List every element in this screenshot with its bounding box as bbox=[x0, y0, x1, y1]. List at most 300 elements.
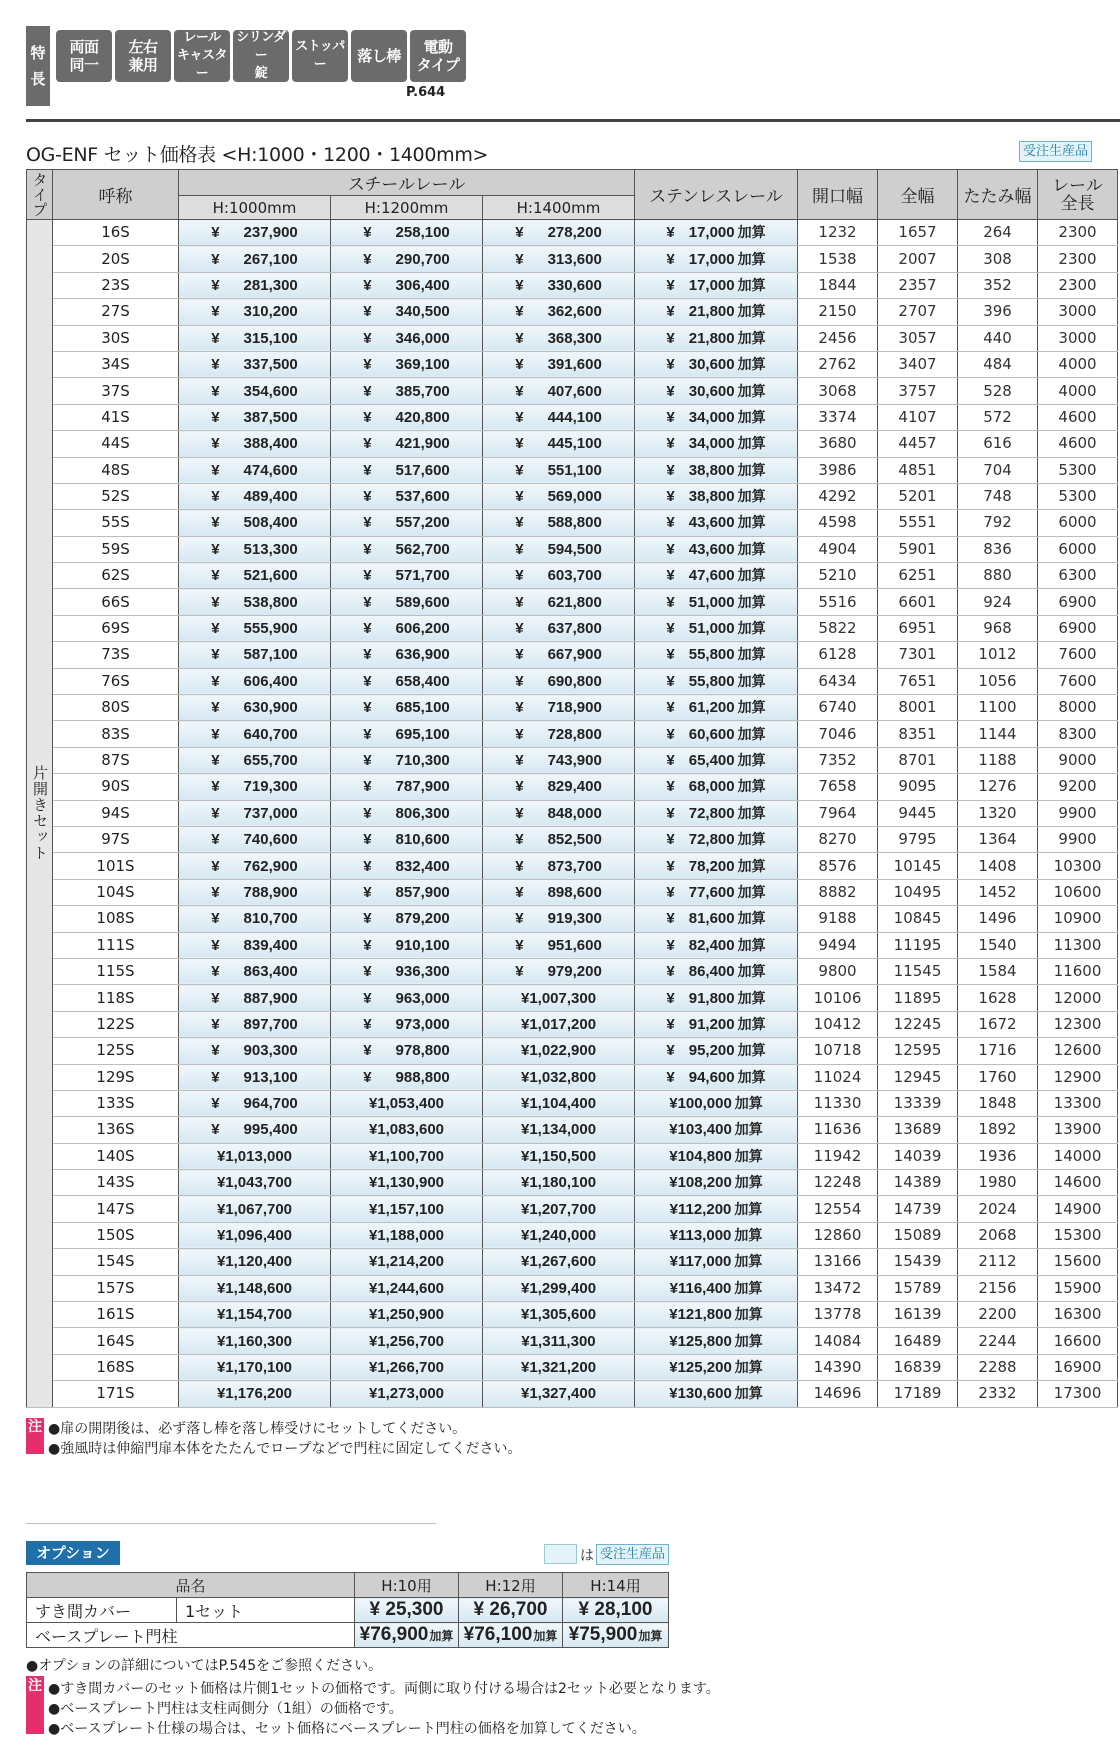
price-table-body bbox=[27, 220, 1118, 1408]
options-note-line: ●すき間カバーのセット価格は片側1セットの価格です。両側に取り付ける場合は2セット必要となります。 bbox=[48, 1681, 720, 1697]
add-label: 加算 bbox=[737, 540, 766, 557]
price-value: 740,600 bbox=[243, 831, 298, 849]
header-type: タイプ bbox=[27, 170, 53, 220]
add-label: 加算 bbox=[737, 1068, 766, 1085]
price-value: 695,100 bbox=[395, 725, 450, 743]
price-value: 667,900 bbox=[547, 646, 602, 664]
price-value: 1,013,000 bbox=[225, 1147, 293, 1165]
dimension-cell: 12245 bbox=[878, 1011, 958, 1037]
row-name: 76S bbox=[53, 668, 179, 694]
price-value: 1,299,400 bbox=[529, 1279, 597, 1297]
price-value: 445,100 bbox=[547, 435, 602, 453]
dimension-cell: 9900 bbox=[1038, 826, 1118, 852]
currency: ¥ bbox=[520, 1015, 530, 1033]
currency: ¥ bbox=[515, 224, 524, 242]
row-name: 129S bbox=[53, 1064, 179, 1090]
dimension-cell: 4000 bbox=[1038, 351, 1118, 377]
price-value: 788,900 bbox=[243, 883, 298, 901]
dimension-cell: 13300 bbox=[1038, 1090, 1118, 1116]
table-row bbox=[27, 299, 1118, 325]
currency: ¥ bbox=[515, 883, 524, 901]
price-cell bbox=[179, 695, 331, 721]
price-cell bbox=[179, 1011, 331, 1037]
currency: ¥ bbox=[666, 1015, 675, 1033]
price-cell bbox=[483, 1328, 635, 1354]
table-row bbox=[27, 510, 1118, 536]
price-cell bbox=[179, 457, 331, 483]
dimension-cell: 5201 bbox=[878, 483, 958, 509]
price-value: 1,154,700 bbox=[225, 1306, 293, 1324]
currency: ¥ bbox=[363, 910, 372, 928]
price-value: 47,600 bbox=[688, 567, 735, 585]
price-cell bbox=[331, 853, 483, 879]
price-cell bbox=[483, 589, 635, 615]
dimension-cell: 10600 bbox=[1038, 879, 1118, 905]
table-row bbox=[27, 404, 1118, 430]
dimension-cell: 616 bbox=[958, 431, 1038, 457]
table-row bbox=[27, 1328, 1118, 1354]
price-cell bbox=[331, 246, 483, 272]
price-value: 839,400 bbox=[243, 936, 298, 954]
dimension-cell: 1364 bbox=[958, 826, 1038, 852]
option-price-h12 bbox=[459, 1623, 563, 1648]
dimension-cell: 11636 bbox=[798, 1117, 878, 1143]
stainless-cell bbox=[635, 615, 798, 641]
dimension-cell: 10845 bbox=[878, 906, 958, 932]
price-value: 51,000 bbox=[688, 620, 735, 638]
price-value: 964,700 bbox=[243, 1095, 298, 1113]
dimension-cell: 2707 bbox=[878, 299, 958, 325]
price-cell bbox=[483, 378, 635, 404]
table-row bbox=[27, 695, 1118, 721]
price-value: 589,600 bbox=[395, 593, 450, 611]
table-row bbox=[27, 1038, 1118, 1064]
price-value: 388,400 bbox=[243, 435, 298, 453]
table-row bbox=[27, 774, 1118, 800]
stainless-cell bbox=[635, 1011, 798, 1037]
price-value: 588,800 bbox=[547, 514, 602, 532]
price-cell bbox=[331, 351, 483, 377]
dimension-cell: 12248 bbox=[798, 1170, 878, 1196]
price-value: 1,157,100 bbox=[377, 1200, 445, 1218]
option-name: すき間カバー bbox=[27, 1598, 177, 1623]
table-row bbox=[27, 1275, 1118, 1301]
stainless-cell bbox=[635, 351, 798, 377]
price-cell bbox=[483, 1275, 635, 1301]
dimension-cell: 9200 bbox=[1038, 774, 1118, 800]
currency: ¥ bbox=[515, 276, 524, 294]
price-cell bbox=[179, 299, 331, 325]
price-cell bbox=[483, 642, 635, 668]
type-label: 片開きセット bbox=[31, 765, 49, 862]
currency: ¥ bbox=[363, 1042, 372, 1060]
currency: ¥ bbox=[211, 1121, 220, 1139]
price-value: 973,000 bbox=[395, 1015, 450, 1033]
price-value: 60,600 bbox=[688, 725, 735, 743]
stainless-cell bbox=[635, 642, 798, 668]
price-cell bbox=[179, 404, 331, 430]
price-value: 43,600 bbox=[688, 514, 735, 532]
header-total: 全幅 bbox=[878, 170, 958, 220]
currency: ¥ bbox=[363, 699, 372, 717]
currency: ¥ bbox=[515, 540, 524, 558]
price-value: 913,100 bbox=[243, 1068, 298, 1086]
dimension-cell: 5300 bbox=[1038, 483, 1118, 509]
currency: ¥ bbox=[669, 1279, 678, 1297]
price-cell bbox=[179, 721, 331, 747]
price-cell bbox=[483, 457, 635, 483]
currency: ¥ bbox=[368, 1174, 378, 1192]
row-name: 154S bbox=[53, 1249, 179, 1275]
price-cell bbox=[179, 378, 331, 404]
price-value: 17,000 bbox=[688, 224, 735, 242]
order-color-swatch bbox=[544, 1544, 577, 1564]
currency: ¥ bbox=[211, 725, 220, 743]
price-cell bbox=[179, 826, 331, 852]
dimension-cell: 1232 bbox=[798, 220, 878, 246]
dimension-cell: 704 bbox=[958, 457, 1038, 483]
currency: ¥ bbox=[211, 831, 220, 849]
dimension-cell: 1538 bbox=[798, 246, 878, 272]
table-row bbox=[27, 1222, 1118, 1248]
dimension-cell: 12595 bbox=[878, 1038, 958, 1064]
price-value: 21,800 bbox=[688, 303, 735, 321]
dimension-cell: 2007 bbox=[878, 246, 958, 272]
currency: ¥ bbox=[515, 778, 524, 796]
dimension-cell: 2200 bbox=[958, 1302, 1038, 1328]
option-price-h10 bbox=[355, 1623, 459, 1648]
row-name: 108S bbox=[53, 906, 179, 932]
price-value: 887,900 bbox=[243, 989, 298, 1007]
dimension-cell: 3068 bbox=[798, 378, 878, 404]
note-line: ●強風時は伸縮門扉本体をたたんでロープなどで門柱に固定してください。 bbox=[48, 1441, 522, 1457]
add-label: 加算 bbox=[737, 1015, 766, 1032]
dimension-cell: 16839 bbox=[878, 1354, 958, 1380]
price-value: 313,600 bbox=[547, 250, 602, 268]
price-value: 1,180,100 bbox=[529, 1174, 597, 1192]
price-value: 538,800 bbox=[243, 593, 298, 611]
price-value: 1,176,200 bbox=[225, 1385, 293, 1403]
price-value: 43,600 bbox=[688, 540, 735, 558]
price-value: 919,300 bbox=[547, 910, 602, 928]
add-label: 加算 bbox=[737, 752, 766, 768]
price-cell bbox=[179, 325, 331, 351]
add-label: 加算 bbox=[737, 250, 766, 267]
price-value: 1,188,000 bbox=[377, 1227, 445, 1245]
currency: ¥ bbox=[363, 936, 372, 954]
price-value: 125,200 bbox=[677, 1358, 732, 1376]
feature-both-sides: 両面 同一 bbox=[56, 30, 112, 82]
currency: ¥ bbox=[211, 356, 220, 374]
currency: ¥ bbox=[363, 514, 372, 532]
price-value: 1,267,600 bbox=[529, 1253, 597, 1271]
dimension-cell: 2300 bbox=[1038, 246, 1118, 272]
header-steel: スチールレール bbox=[179, 170, 635, 196]
price-cell bbox=[331, 1011, 483, 1037]
price-cell bbox=[179, 906, 331, 932]
legend-wa: は bbox=[580, 1548, 594, 1564]
currency: ¥ bbox=[211, 382, 220, 400]
price-value: 72,800 bbox=[688, 831, 735, 849]
price-value: 65,400 bbox=[688, 752, 735, 769]
currency: ¥ bbox=[216, 1332, 226, 1350]
currency: ¥ bbox=[520, 1358, 530, 1376]
dimension-cell: 6740 bbox=[798, 695, 878, 721]
price-value: 72,800 bbox=[688, 804, 735, 822]
row-name: 30S bbox=[53, 325, 179, 351]
stainless-cell bbox=[635, 1143, 798, 1169]
add-label: 加算 bbox=[737, 435, 766, 452]
dimension-cell: 14000 bbox=[1038, 1143, 1118, 1169]
table-row bbox=[27, 1381, 1118, 1407]
price-value: 100,000 bbox=[677, 1095, 732, 1113]
price-value: 1,134,000 bbox=[529, 1121, 597, 1139]
price-cell bbox=[179, 1222, 331, 1248]
divider bbox=[26, 1523, 436, 1524]
dimension-cell: 968 bbox=[958, 615, 1038, 641]
price-cell bbox=[483, 299, 635, 325]
dimension-cell: 396 bbox=[958, 299, 1038, 325]
price-value: 1,120,400 bbox=[225, 1253, 293, 1271]
options-legend bbox=[580, 1545, 594, 1565]
price-cell bbox=[179, 774, 331, 800]
price-value: 290,700 bbox=[395, 250, 450, 268]
dimension-cell: 792 bbox=[958, 510, 1038, 536]
row-name: 73S bbox=[53, 642, 179, 668]
price-cell bbox=[179, 272, 331, 298]
row-name: 140S bbox=[53, 1143, 179, 1169]
price-cell bbox=[483, 1011, 635, 1037]
price-value: 362,600 bbox=[547, 303, 602, 321]
dimension-cell: 6900 bbox=[1038, 615, 1118, 641]
add-label: 加算 bbox=[734, 1279, 763, 1296]
price-value: 521,600 bbox=[243, 567, 298, 585]
price-cell bbox=[483, 1222, 635, 1248]
dimension-cell: 2068 bbox=[958, 1222, 1038, 1248]
dimension-cell: 2300 bbox=[1038, 220, 1118, 246]
dimension-cell: 12554 bbox=[798, 1196, 878, 1222]
price-value: 636,900 bbox=[395, 646, 450, 664]
dimension-cell: 9000 bbox=[1038, 747, 1118, 773]
currency: ¥ bbox=[211, 778, 220, 796]
dimension-cell: 13339 bbox=[878, 1090, 958, 1116]
currency: ¥ bbox=[515, 329, 524, 347]
stainless-cell bbox=[635, 1117, 798, 1143]
price-value: ¥76,100 bbox=[463, 1624, 533, 1645]
row-name: 94S bbox=[53, 800, 179, 826]
price-cell bbox=[483, 932, 635, 958]
price-value: 61,200 bbox=[688, 699, 735, 717]
currency: ¥ bbox=[363, 250, 372, 268]
stainless-cell bbox=[635, 958, 798, 984]
price-cell bbox=[179, 1275, 331, 1301]
price-cell bbox=[331, 404, 483, 430]
price-value: 306,400 bbox=[395, 276, 450, 294]
dimension-cell: 14696 bbox=[798, 1381, 878, 1407]
price-value: 82,400 bbox=[688, 936, 735, 954]
stainless-cell bbox=[635, 668, 798, 694]
dimension-cell: 10900 bbox=[1038, 906, 1118, 932]
currency: ¥ bbox=[363, 488, 372, 506]
row-name: 150S bbox=[53, 1222, 179, 1248]
stainless-cell bbox=[635, 1038, 798, 1064]
price-cell bbox=[483, 668, 635, 694]
dimension-cell: 11942 bbox=[798, 1143, 878, 1169]
price-value: 420,800 bbox=[395, 408, 450, 426]
option-name: ベースプレート門柱 bbox=[27, 1623, 355, 1648]
dimension-cell: 2024 bbox=[958, 1196, 1038, 1222]
currency: ¥ bbox=[515, 567, 524, 585]
currency: ¥ bbox=[515, 963, 524, 981]
dimension-cell: 528 bbox=[958, 378, 1038, 404]
option-row-base-plate bbox=[27, 1623, 669, 1648]
price-cell bbox=[179, 431, 331, 457]
price-value: 1,321,200 bbox=[529, 1358, 597, 1376]
price-cell bbox=[331, 378, 483, 404]
dimension-cell: 16600 bbox=[1038, 1328, 1118, 1354]
price-cell bbox=[331, 1354, 483, 1380]
add-label: 加算 bbox=[734, 1358, 763, 1375]
dimension-cell: 11600 bbox=[1038, 958, 1118, 984]
price-value: 55,800 bbox=[688, 646, 735, 664]
dimension-cell: 1584 bbox=[958, 958, 1038, 984]
price-cell bbox=[483, 351, 635, 377]
price-cell bbox=[331, 1222, 483, 1248]
stainless-cell bbox=[635, 800, 798, 826]
add-label: 加算 bbox=[737, 1042, 766, 1059]
price-cell bbox=[483, 1117, 635, 1143]
table-row bbox=[27, 246, 1118, 272]
currency: ¥ bbox=[666, 567, 675, 585]
add-label: 加算 bbox=[737, 725, 766, 742]
price-value: 873,700 bbox=[547, 857, 602, 875]
currency: ¥ bbox=[666, 1042, 675, 1060]
dimension-cell: 6128 bbox=[798, 642, 878, 668]
price-cell bbox=[483, 615, 635, 641]
price-value: 258,100 bbox=[395, 224, 450, 242]
price-value: 407,600 bbox=[547, 382, 602, 400]
price-value: 655,700 bbox=[243, 752, 298, 769]
dimension-cell: 15089 bbox=[878, 1222, 958, 1248]
price-value: 113,000 bbox=[677, 1227, 732, 1245]
price-value: 1,053,400 bbox=[377, 1095, 445, 1113]
currency: ¥ bbox=[211, 1095, 220, 1113]
row-name: 115S bbox=[53, 958, 179, 984]
dimension-cell: 748 bbox=[958, 483, 1038, 509]
row-name: 157S bbox=[53, 1275, 179, 1301]
price-cell bbox=[483, 721, 635, 747]
currency: ¥ bbox=[211, 1042, 220, 1060]
price-cell bbox=[179, 615, 331, 641]
dimension-cell: 1276 bbox=[958, 774, 1038, 800]
currency: ¥ bbox=[520, 1042, 530, 1060]
option-price-h10: ¥ 25,300 bbox=[355, 1598, 459, 1623]
stainless-cell bbox=[635, 325, 798, 351]
currency: ¥ bbox=[520, 1095, 530, 1113]
price-cell bbox=[179, 1354, 331, 1380]
currency: ¥ bbox=[211, 461, 220, 479]
dimension-cell: 9800 bbox=[798, 958, 878, 984]
add-label: 加算 bbox=[737, 382, 766, 399]
dimension-cell: 7046 bbox=[798, 721, 878, 747]
price-value: 330,600 bbox=[547, 276, 602, 294]
dimension-cell: 17189 bbox=[878, 1381, 958, 1407]
price-value: 810,600 bbox=[395, 831, 450, 849]
price-cell bbox=[179, 1170, 331, 1196]
dimension-cell: 4457 bbox=[878, 431, 958, 457]
price-value: 587,100 bbox=[243, 646, 298, 664]
price-value: 369,100 bbox=[395, 356, 450, 374]
currency: ¥ bbox=[211, 303, 220, 321]
stainless-cell bbox=[635, 510, 798, 536]
stainless-cell bbox=[635, 1302, 798, 1328]
currency: ¥ bbox=[363, 963, 372, 981]
price-value: 806,300 bbox=[395, 804, 450, 822]
price-value: 569,000 bbox=[547, 488, 602, 506]
features-label bbox=[26, 26, 50, 106]
price-value: 1,207,700 bbox=[529, 1200, 597, 1218]
stainless-cell bbox=[635, 563, 798, 589]
currency: ¥ bbox=[211, 699, 220, 717]
price-value: 810,700 bbox=[243, 910, 298, 928]
table-row bbox=[27, 272, 1118, 298]
price-cell bbox=[331, 536, 483, 562]
dimension-cell: 8882 bbox=[798, 879, 878, 905]
stainless-cell bbox=[635, 483, 798, 509]
row-name: 80S bbox=[53, 695, 179, 721]
dimension-cell: 2762 bbox=[798, 351, 878, 377]
price-value: 237,900 bbox=[243, 224, 298, 242]
price-cell bbox=[179, 536, 331, 562]
price-cell bbox=[179, 351, 331, 377]
opt-header-name: 品名 bbox=[27, 1573, 355, 1598]
feature-cylinder-lock: シリンダー 錠 bbox=[233, 30, 289, 82]
dimension-cell: 1760 bbox=[958, 1064, 1038, 1090]
currency: ¥ bbox=[666, 593, 675, 611]
currency: ¥ bbox=[211, 329, 220, 347]
dimension-cell: 2357 bbox=[878, 272, 958, 298]
price-cell bbox=[331, 1170, 483, 1196]
stainless-cell bbox=[635, 853, 798, 879]
header-opening: 開口幅 bbox=[798, 170, 878, 220]
features-label-char: 長 bbox=[30, 70, 46, 88]
price-value: 30,600 bbox=[688, 382, 735, 400]
stainless-cell bbox=[635, 220, 798, 246]
price-cell bbox=[331, 668, 483, 694]
dimension-cell: 3757 bbox=[878, 378, 958, 404]
dimension-cell: 11300 bbox=[1038, 932, 1118, 958]
currency: ¥ bbox=[368, 1358, 378, 1376]
table-row bbox=[27, 1011, 1118, 1037]
stainless-cell bbox=[635, 721, 798, 747]
dimension-cell: 12900 bbox=[1038, 1064, 1118, 1090]
stainless-cell bbox=[635, 1170, 798, 1196]
price-cell bbox=[331, 589, 483, 615]
add-label: 加算 bbox=[734, 1227, 763, 1244]
dimension-cell: 14600 bbox=[1038, 1170, 1118, 1196]
currency: ¥ bbox=[666, 725, 675, 743]
currency: ¥ bbox=[520, 1279, 530, 1297]
dimension-cell: 4598 bbox=[798, 510, 878, 536]
price-cell bbox=[331, 642, 483, 668]
dimension-cell: 7352 bbox=[798, 747, 878, 773]
dimension-cell: 3680 bbox=[798, 431, 878, 457]
dimension-cell: 1657 bbox=[878, 220, 958, 246]
dimension-cell: 16300 bbox=[1038, 1302, 1118, 1328]
stainless-cell bbox=[635, 1354, 798, 1380]
dimension-cell: 1936 bbox=[958, 1143, 1038, 1169]
table-row bbox=[27, 1143, 1118, 1169]
